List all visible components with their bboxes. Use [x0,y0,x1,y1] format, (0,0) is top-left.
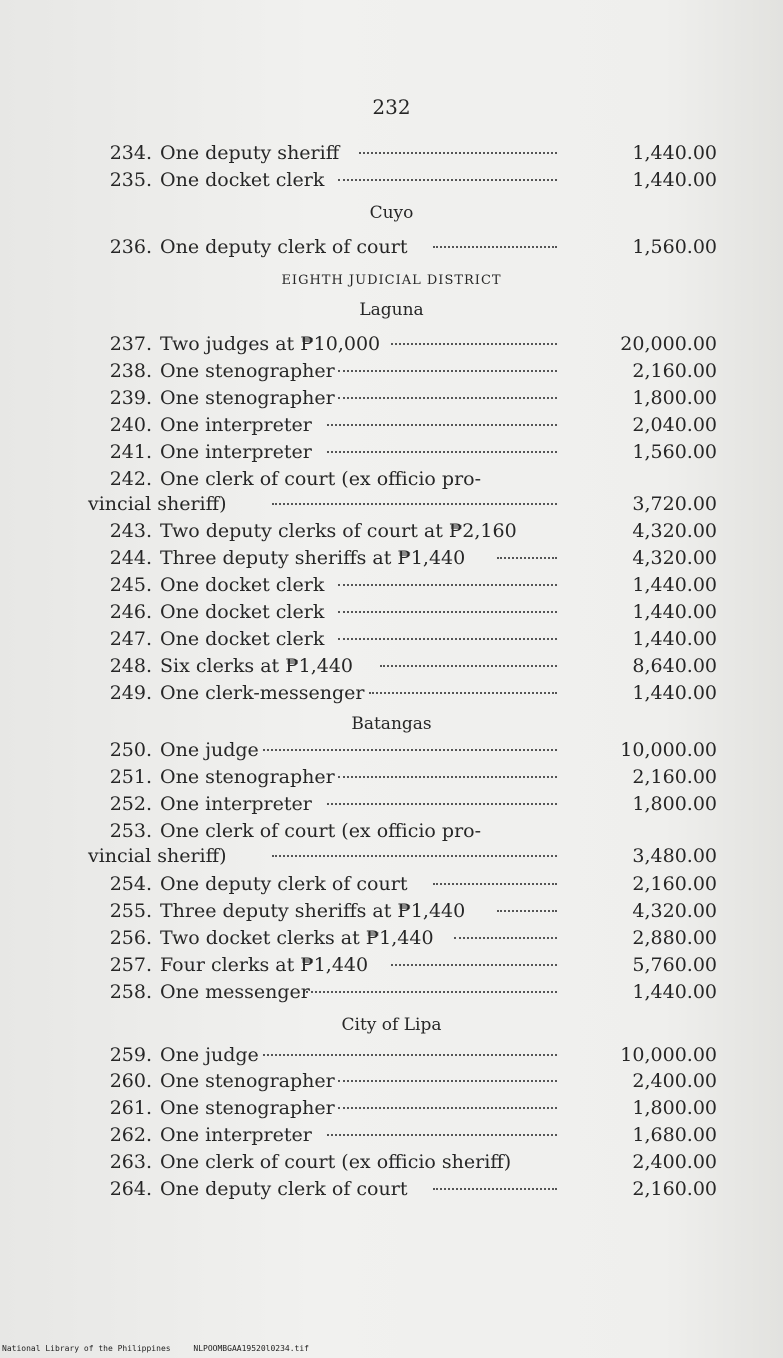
entry-amount: 2,160.00 [632,766,717,788]
entry-number: 256. [109,927,152,949]
entry-label: One messenger [160,981,310,1003]
entry-number: 237. [109,333,152,355]
entry-label: One deputy clerk of court [160,236,408,258]
entry-amount: 1,440.00 [632,682,717,704]
amount-row [0,791,783,818]
entry-number: 247. [109,628,152,650]
entry-amount: 1,800.00 [632,387,717,409]
amount-row [0,737,783,764]
entry-label: Two deputy clerks of court at ₱2,160 [160,520,517,542]
amount-row [0,140,783,167]
entry-number: 264. [109,1178,152,1200]
amount-row [0,1149,783,1176]
district-heading: EIGHTH JUDICIAL DISTRICT [281,273,502,288]
entry-amount: 2,880.00 [632,927,717,949]
entry-amount: 2,160.00 [632,1178,717,1200]
entry-number: 263. [109,1151,152,1173]
entry-number: 258. [109,981,152,1003]
entry-label: Two docket clerks at ₱1,440 [160,927,434,949]
entry-label: One judge [160,1044,259,1066]
amount-row [0,952,783,979]
location-heading: City of Lipa [341,1015,442,1035]
amount-row [0,626,783,653]
entry-number: 257. [109,954,152,976]
entry-amount: 1,560.00 [632,441,717,463]
entry-amount: 4,320.00 [632,520,717,542]
amount-row [0,572,783,599]
entry-label: One interpreter [160,1124,312,1146]
entry-label: Four clerks at ₱1,440 [160,954,369,976]
entry-label: One stenographer [160,387,335,409]
amount-row [0,331,783,358]
entry-amount: 1,440.00 [632,601,717,623]
entry-amount: 2,400.00 [632,1070,717,1092]
entry-number: 243. [109,520,152,542]
entry-label: One docket clerk [160,601,325,623]
entry-amount: 4,320.00 [632,900,717,922]
entry-number: 238. [109,360,152,382]
entry-number: 234. [109,142,152,164]
entry-number: 249. [109,682,152,704]
entry-amount: 2,400.00 [632,1151,717,1173]
entry-row [0,818,783,845]
amount-row [0,898,783,925]
amount-row [0,545,783,572]
entry-label: One judge [160,739,259,761]
amount-row [0,653,783,680]
entry-label: One clerk-messenger [160,682,365,704]
entry-label: One stenographer [160,1097,335,1119]
amount-row [0,234,783,261]
entry-number: 254. [109,873,152,895]
amount-row [0,167,783,194]
entry-amount: 20,000.00 [620,333,717,355]
entry-number: 236. [109,236,152,258]
entry-amount: 4,320.00 [632,547,717,569]
entry-amount: 2,040.00 [632,414,717,436]
amount-row [0,1122,783,1149]
entry-label: One stenographer [160,1070,335,1092]
amount-row [0,979,783,1006]
entry-label: One stenographer [160,360,335,382]
entry-label: Three deputy sheriffs at ₱1,440 [160,547,466,569]
entry-number: 242. [109,468,152,490]
library-credit: National Library of the Philippines [2,1344,171,1353]
amount-row [0,925,783,952]
page-number: 232 [372,95,411,119]
entry-label: One deputy clerk of court [160,1178,408,1200]
entry-amount: 1,440.00 [632,981,717,1003]
amount-row [0,385,783,412]
entry-number: 262. [109,1124,152,1146]
amount-row [0,599,783,626]
entry-label: One deputy clerk of court [160,873,408,895]
amount-row [0,491,783,518]
entry-amount: 3,480.00 [632,845,717,867]
entry-number: 239. [109,387,152,409]
entry-amount: 8,640.00 [632,655,717,677]
entry-label: One deputy sheriff [160,142,340,164]
location-heading: Laguna [359,300,424,320]
location-heading: Batangas [351,714,432,734]
entry-number: 260. [109,1070,152,1092]
entry-amount: 1,560.00 [632,236,717,258]
entry-number: 252. [109,793,152,815]
amount-row [0,680,783,707]
entry-number: 261. [109,1097,152,1119]
scan-footer [2,1344,327,1353]
entry-label: One interpreter [160,414,312,436]
amount-row [0,1095,783,1122]
entry-amount: 1,440.00 [632,142,717,164]
entry-number: 251. [109,766,152,788]
entry-label: Three deputy sheriffs at ₱1,440 [160,900,466,922]
entry-number: 248. [109,655,152,677]
amount-row [0,439,783,466]
entry-amount: 5,760.00 [632,954,717,976]
entry-number: 241. [109,441,152,463]
entry-label: One clerk of court (ex officio sheriff) [160,1151,512,1173]
entry-amount: 3,720.00 [632,493,717,515]
entry-number: 246. [109,601,152,623]
entry-number: 255. [109,900,152,922]
amount-row [0,358,783,385]
entry-label: One docket clerk [160,628,325,650]
entry-label: One clerk of court (ex officio pro- [160,468,482,490]
amount-row [0,518,783,545]
entry-amount: 1,440.00 [632,169,717,191]
entry-amount: 2,160.00 [632,873,717,895]
entry-amount: 2,160.00 [632,360,717,382]
amount-row [0,1068,783,1095]
file-name: NLPOOMBGAA19520l0234.tif [193,1344,309,1353]
entry-continuation: vincial sheriff) [88,845,227,867]
entry-label: One interpreter [160,793,312,815]
amount-row [0,412,783,439]
entry-label: Two judges at ₱10,000 [160,333,381,355]
entry-amount: 1,800.00 [632,1097,717,1119]
entry-label: One stenographer [160,766,335,788]
entry-number: 250. [109,739,152,761]
entry-amount: 1,680.00 [632,1124,717,1146]
entry-label: One interpreter [160,441,312,463]
entry-amount: 1,800.00 [632,793,717,815]
amount-row [0,843,783,870]
entry-number: 245. [109,574,152,596]
location-heading: Cuyo [369,203,414,223]
amount-row [0,764,783,791]
entry-amount: 10,000.00 [620,1044,717,1066]
entry-label: One docket clerk [160,574,325,596]
entry-number: 240. [109,414,152,436]
entry-amount: 1,440.00 [632,574,717,596]
entry-number: 235. [109,169,152,191]
amount-row [0,871,783,898]
entry-row [0,466,783,493]
entry-label: One docket clerk [160,169,325,191]
entry-amount: 1,440.00 [632,628,717,650]
entry-number: 253. [109,820,152,842]
entry-number: 244. [109,547,152,569]
entry-label: One clerk of court (ex officio pro- [160,820,482,842]
amount-row [0,1176,783,1203]
entry-continuation: vincial sheriff) [88,493,227,515]
entry-amount: 10,000.00 [620,739,717,761]
entry-number: 259. [109,1044,152,1066]
entry-label: Six clerks at ₱1,440 [160,655,354,677]
amount-row [0,1042,783,1069]
